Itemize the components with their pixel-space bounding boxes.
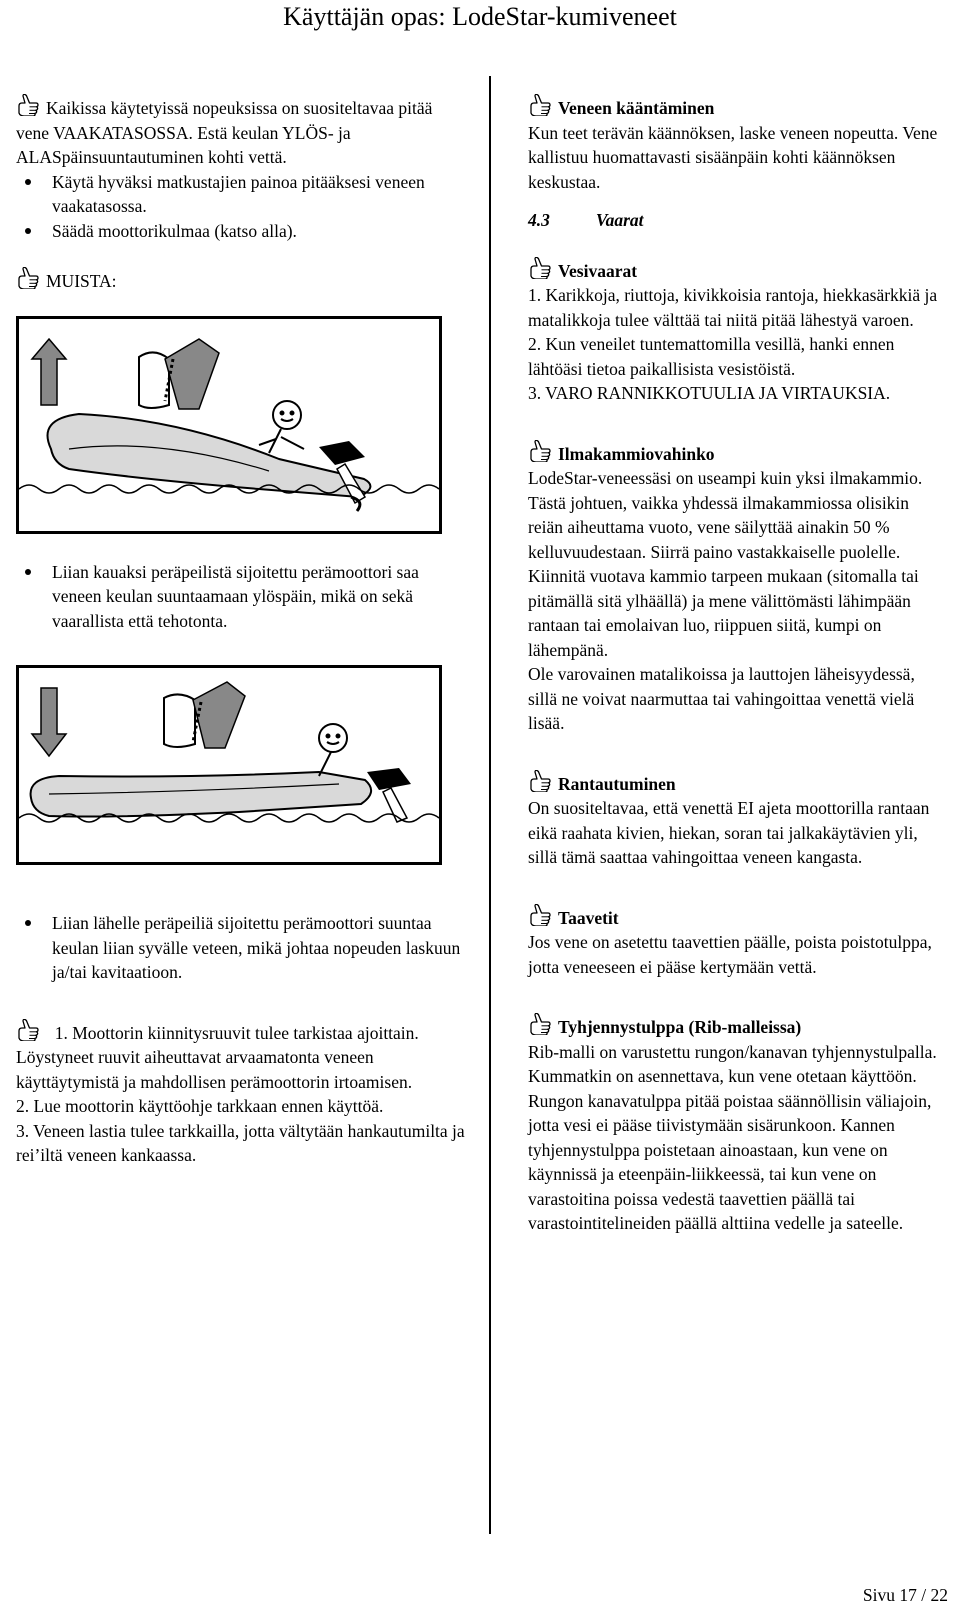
turning-heading: Veneen kääntäminen bbox=[528, 94, 948, 121]
intro-paragraph: Kaikissa käytetyissä nopeuksissa on suositeltavaa pitää vene VAAKATASOSSA. Estä keulan YLÖS- ja ALASpäinsuuntautuminen kohti vettä. bbox=[16, 94, 466, 170]
figure-1-caption: Liian kauaksi peräpeilistä sijoitettu perämoottori saa veneen keulan suuntaamaan ylöspäin, mikä on sekä vaarallista että tehotonta. bbox=[16, 560, 466, 634]
water-hazards-heading: Vesivaarat bbox=[528, 257, 948, 284]
turning-text: Kun teet terävän käännöksen, laske veneen nopeutta. Vene kallistuu huomattavasti sisäänpäin kohti käännöksen keskustaa. bbox=[528, 122, 938, 192]
beaching-text: On suositeltavaa, että venettä EI ajeta moottorilla rantaan eikä raahata kivien, hiekan, soran tai jalkakäytävien yli, sillä tämä saattaa vahingoittaa veneen kangasta. bbox=[528, 798, 930, 867]
person-figure bbox=[319, 724, 347, 776]
inflatable-boat bbox=[48, 414, 371, 497]
water-hazard-3: 3. VARO RANNIKKOTUULIA JA VIRTAUKSIA. bbox=[528, 383, 891, 403]
beaching-heading: Rantautuminen bbox=[528, 770, 948, 797]
pointing-hand-icon bbox=[528, 904, 554, 926]
left-column bbox=[16, 74, 466, 1168]
pointing-hand-icon bbox=[528, 257, 554, 279]
boat-illustration-bow-up bbox=[19, 319, 439, 531]
up-arrow-icon bbox=[32, 339, 66, 405]
motor-notes: 1. Moottorin kiinnitysruuvit tulee tarkistaa ajoittain. Löystyneet ruuvit aiheuttavat arvaamatonta veneen käyttäytymistä ja mahdollisen perämoottorin irtoamisen. bbox=[16, 1019, 466, 1095]
pointing-hand-icon bbox=[528, 1013, 554, 1035]
muista-heading: MUISTA: bbox=[16, 267, 466, 294]
pointing-hand-icon bbox=[16, 1019, 42, 1041]
motor-note-2: 2. Lue moottorin käyttöohje tarkkaan ennen käyttöä. bbox=[16, 1096, 384, 1116]
figure-2-caption: Liian lähelle peräpeiliä sijoitettu perämoottori suuntaa keulan liian syvälle veteen, mikä johtaa nopeuden laskuun ja/tai kavitaatioon. bbox=[16, 911, 466, 985]
pointing-hand-icon bbox=[528, 440, 554, 462]
air-chamber-heading: Ilmakammiovahinko bbox=[528, 440, 948, 467]
right-column bbox=[528, 74, 948, 1236]
pointing-hand-icon bbox=[528, 770, 554, 792]
down-arrow-icon bbox=[32, 688, 66, 756]
bullet-item: Käytä hyväksi matkustajien painoa pitääksesi veneen vaakatasossa. bbox=[16, 170, 466, 219]
figure-motor-too-close bbox=[16, 665, 442, 865]
page-number: Sivu 17 / 22 bbox=[862, 1585, 948, 1605]
inflatable-boat bbox=[31, 772, 372, 817]
document-title: Käyttäjän opas: LodeStar-kumiveneet bbox=[283, 2, 677, 31]
davits-text: Jos vene on asetettu taavettien päälle, poista poistotulppa, jotta veneeseen ei pääse kertymään vettä. bbox=[528, 932, 932, 977]
bullet-item: Säädä moottorikulmaa (katso alla). bbox=[16, 219, 466, 244]
motor-inset-illustration bbox=[139, 339, 219, 409]
air-chamber-text-2: Ole varovainen matalikoissa ja lauttojen läheisyydessä, sillä ne voivat naarmuttaa tai vahingoittaa venettä vielä lisää. bbox=[528, 664, 915, 733]
page-header bbox=[0, 0, 960, 32]
motor-inset-illustration bbox=[164, 682, 245, 748]
section-heading: 4.3 Vaarat bbox=[528, 210, 644, 230]
drain-plug-text: Rib-malli on varustettu rungon/kanavan tyhjennystulpalla. Kummatkin on asennettava, kun vene otetaan käyttöön. Rungon kanavatulppa pitää poistaa säännöllisin väliajoin, jotta vesi ei pääse tiivistymään sisärunkoon. Kannen tyhjennystulppa poistetaan ainoastaan, kun vene on käynnissä ja eteenpäin-liikkeessä, tai kun vene on varastoitina poissa vedestä taavettien päällä tai varastointitelineiden päällä alttiina vedelle ja sateelle. bbox=[528, 1041, 937, 1233]
drain-plug-heading: Tyhjennystulppa (Rib-malleissa) bbox=[528, 1013, 948, 1040]
figure-motor-too-far bbox=[16, 316, 442, 534]
person-figure bbox=[259, 401, 304, 453]
water-hazard-1: 1. Karikkoja, riuttoja, kivikkoisia rantoja, hiekkasärkkiä ja matalikkoja tulee välttää tai niitä pitää lähestyä varoen. bbox=[528, 285, 938, 330]
column-divider bbox=[489, 76, 491, 1534]
pointing-hand-icon bbox=[16, 267, 42, 289]
water-hazard-2: 2. Kun veneilet tuntemattomilla vesillä, hanki ennen lähtöäsi tietoa paikallisista vesistöistä. bbox=[528, 334, 895, 379]
boat-illustration-bow-down bbox=[19, 668, 439, 862]
davits-heading: Taavetit bbox=[528, 904, 948, 931]
pointing-hand-icon bbox=[528, 94, 554, 116]
motor-note-3: 3. Veneen lastia tulee tarkkailla, jotta vältytään hankautumilta ja rei’iltä veneen kankaassa. bbox=[16, 1120, 465, 1165]
air-chamber-text: LodeStar-veneessäsi on useampi kuin yksi ilmakammio. Tästä johtuen, vaikka yhdessä ilmakammiossa olisikin reiän aiheuttama vuoto, vene säilyttää ainakin 50 % kelluvuudestaan. Siirrä paino vastakkaiselle puolelle. Kiinnitä vuotava kammio tarpeen mukaan (sitomalla tai pitämällä sitä ylhäällä) ja mene välittömästi lähimpään rantaan tai emolaivan luo, riippuen siitä, kumpi on lähempänä. bbox=[528, 468, 923, 660]
pointing-hand-icon bbox=[16, 94, 42, 116]
